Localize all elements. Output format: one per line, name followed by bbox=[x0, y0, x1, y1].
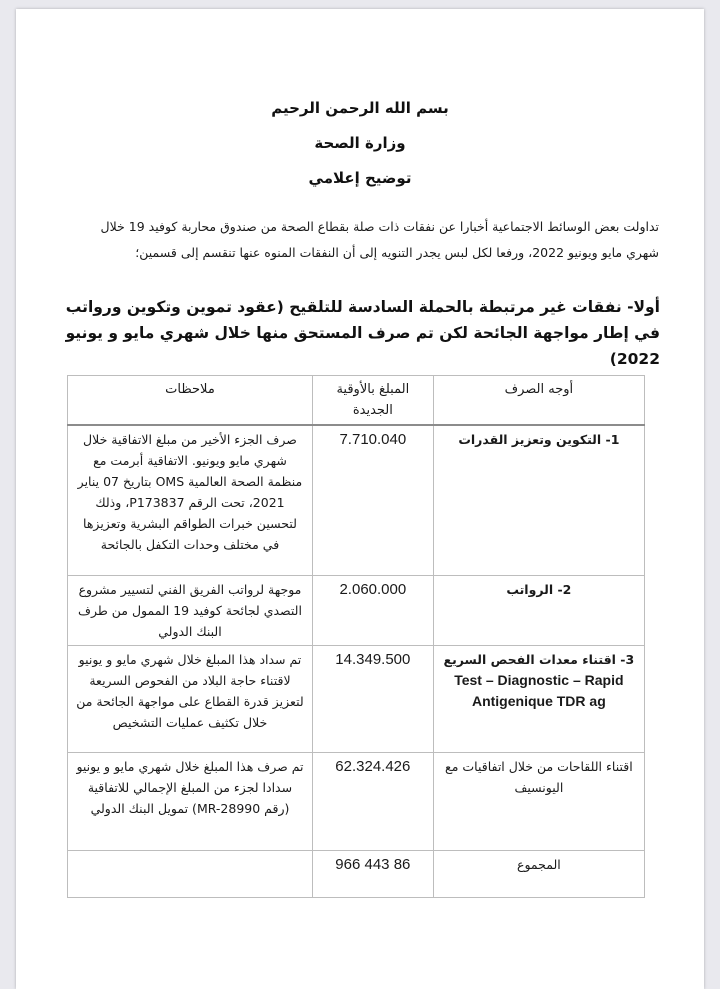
header-type: أوجه الصرف bbox=[433, 376, 644, 426]
total-row bbox=[68, 851, 645, 898]
cell-notes: تم صرف هذا المبلغ خلال شهري مايو و يونيو سدادا لجزء من المبلغ الإجمالي للاتفاقية (رقم MR-28990) تمويل البنك الدولي bbox=[68, 753, 313, 851]
total-notes bbox=[68, 851, 313, 898]
table-row bbox=[68, 646, 645, 753]
ministry-heading: وزارة الصحة bbox=[314, 134, 406, 152]
cell-type bbox=[433, 753, 644, 851]
cell-type bbox=[433, 646, 644, 753]
type-latin-label: Test – Diagnostic – Rapid Antigenique TDR ag bbox=[454, 672, 624, 709]
document-title: توضيح إعلامي bbox=[308, 169, 412, 187]
intro-paragraph: تداولت بعض الوسائط الاجتماعية أخبارا عن نفقات ذات صلة بقطاع الصحة من صندوق محاربة كوفيد 19 خلال شهري مايو ويونيو 2022، ورفعا لكل لبس يجدر التنويه إلى أن النفقات المنوه عنها تنقسم إلى قسمين؛ bbox=[100, 219, 659, 260]
cell-notes: صرف الجزء الأخير من مبلغ الاتفاقية خلال شهري مايو ويونيو. الاتفاقية أبرمت مع منظمة الصحة العالمية OMS بتاريخ 07 يناير 2021، تحت الرقم P173837، وذلك لتحسين خبرات الطواقم البشرية وتعزيزها في مختلف وحدات التكفل بالجائحة bbox=[68, 425, 313, 576]
table-row bbox=[68, 425, 645, 576]
total-amount: 86 443 966 bbox=[312, 851, 433, 898]
type-label: 2- الرواتب bbox=[506, 582, 572, 597]
expenses-table bbox=[67, 375, 645, 898]
cell-amount: 14.349.500 bbox=[312, 646, 433, 753]
basmala-heading: بسم الله الرحمن الرحيم bbox=[271, 99, 449, 117]
table-row bbox=[68, 753, 645, 851]
header-notes: ملاحظات bbox=[68, 376, 313, 426]
table-row bbox=[68, 576, 645, 646]
cell-amount: 7.710.040 bbox=[312, 425, 433, 576]
cell-notes: تم سداد هذا المبلغ خلال شهري مايو و يونيو لاقتناء حاجة البلاد من الفحوص السريعة لتعزيز قدرة القطاع على مواجهة الجائحة من خلال تكثيف عمليات التشخيص bbox=[68, 646, 313, 753]
total-label: المجموع bbox=[433, 851, 644, 898]
cell-notes: موجهة لرواتب الفريق الفني لتسيير مشروع التصدي لجائحة كوفيد 19 الممول من طرف البنك الدولي bbox=[68, 576, 313, 646]
cell-type bbox=[433, 425, 644, 576]
cell-amount: 2.060.000 bbox=[312, 576, 433, 646]
table-header-row bbox=[68, 376, 645, 426]
header-amount: المبلغ بالأوقية الجديدة bbox=[312, 376, 433, 426]
document-page bbox=[16, 9, 704, 989]
type-label: اقتناء اللقاحات من خلال اتفاقيات مع اليونسيف bbox=[445, 759, 633, 795]
cell-type bbox=[433, 576, 644, 646]
type-label: 1- التكوين وتعزيز القدرات bbox=[458, 432, 620, 447]
cell-amount: 62.324.426 bbox=[312, 753, 433, 851]
type-label: 3- اقتناء معدات الفحص السريع bbox=[443, 652, 635, 667]
section-title: أولا- نفقات غير مرتبطة بالحملة السادسة للتلقيح (عقود تموين وتكوين ورواتب في إطار مواجهة الجائحة لكن تم صرف المستحق منها خلال شهري مايو و يونيو 2022) bbox=[65, 298, 660, 368]
